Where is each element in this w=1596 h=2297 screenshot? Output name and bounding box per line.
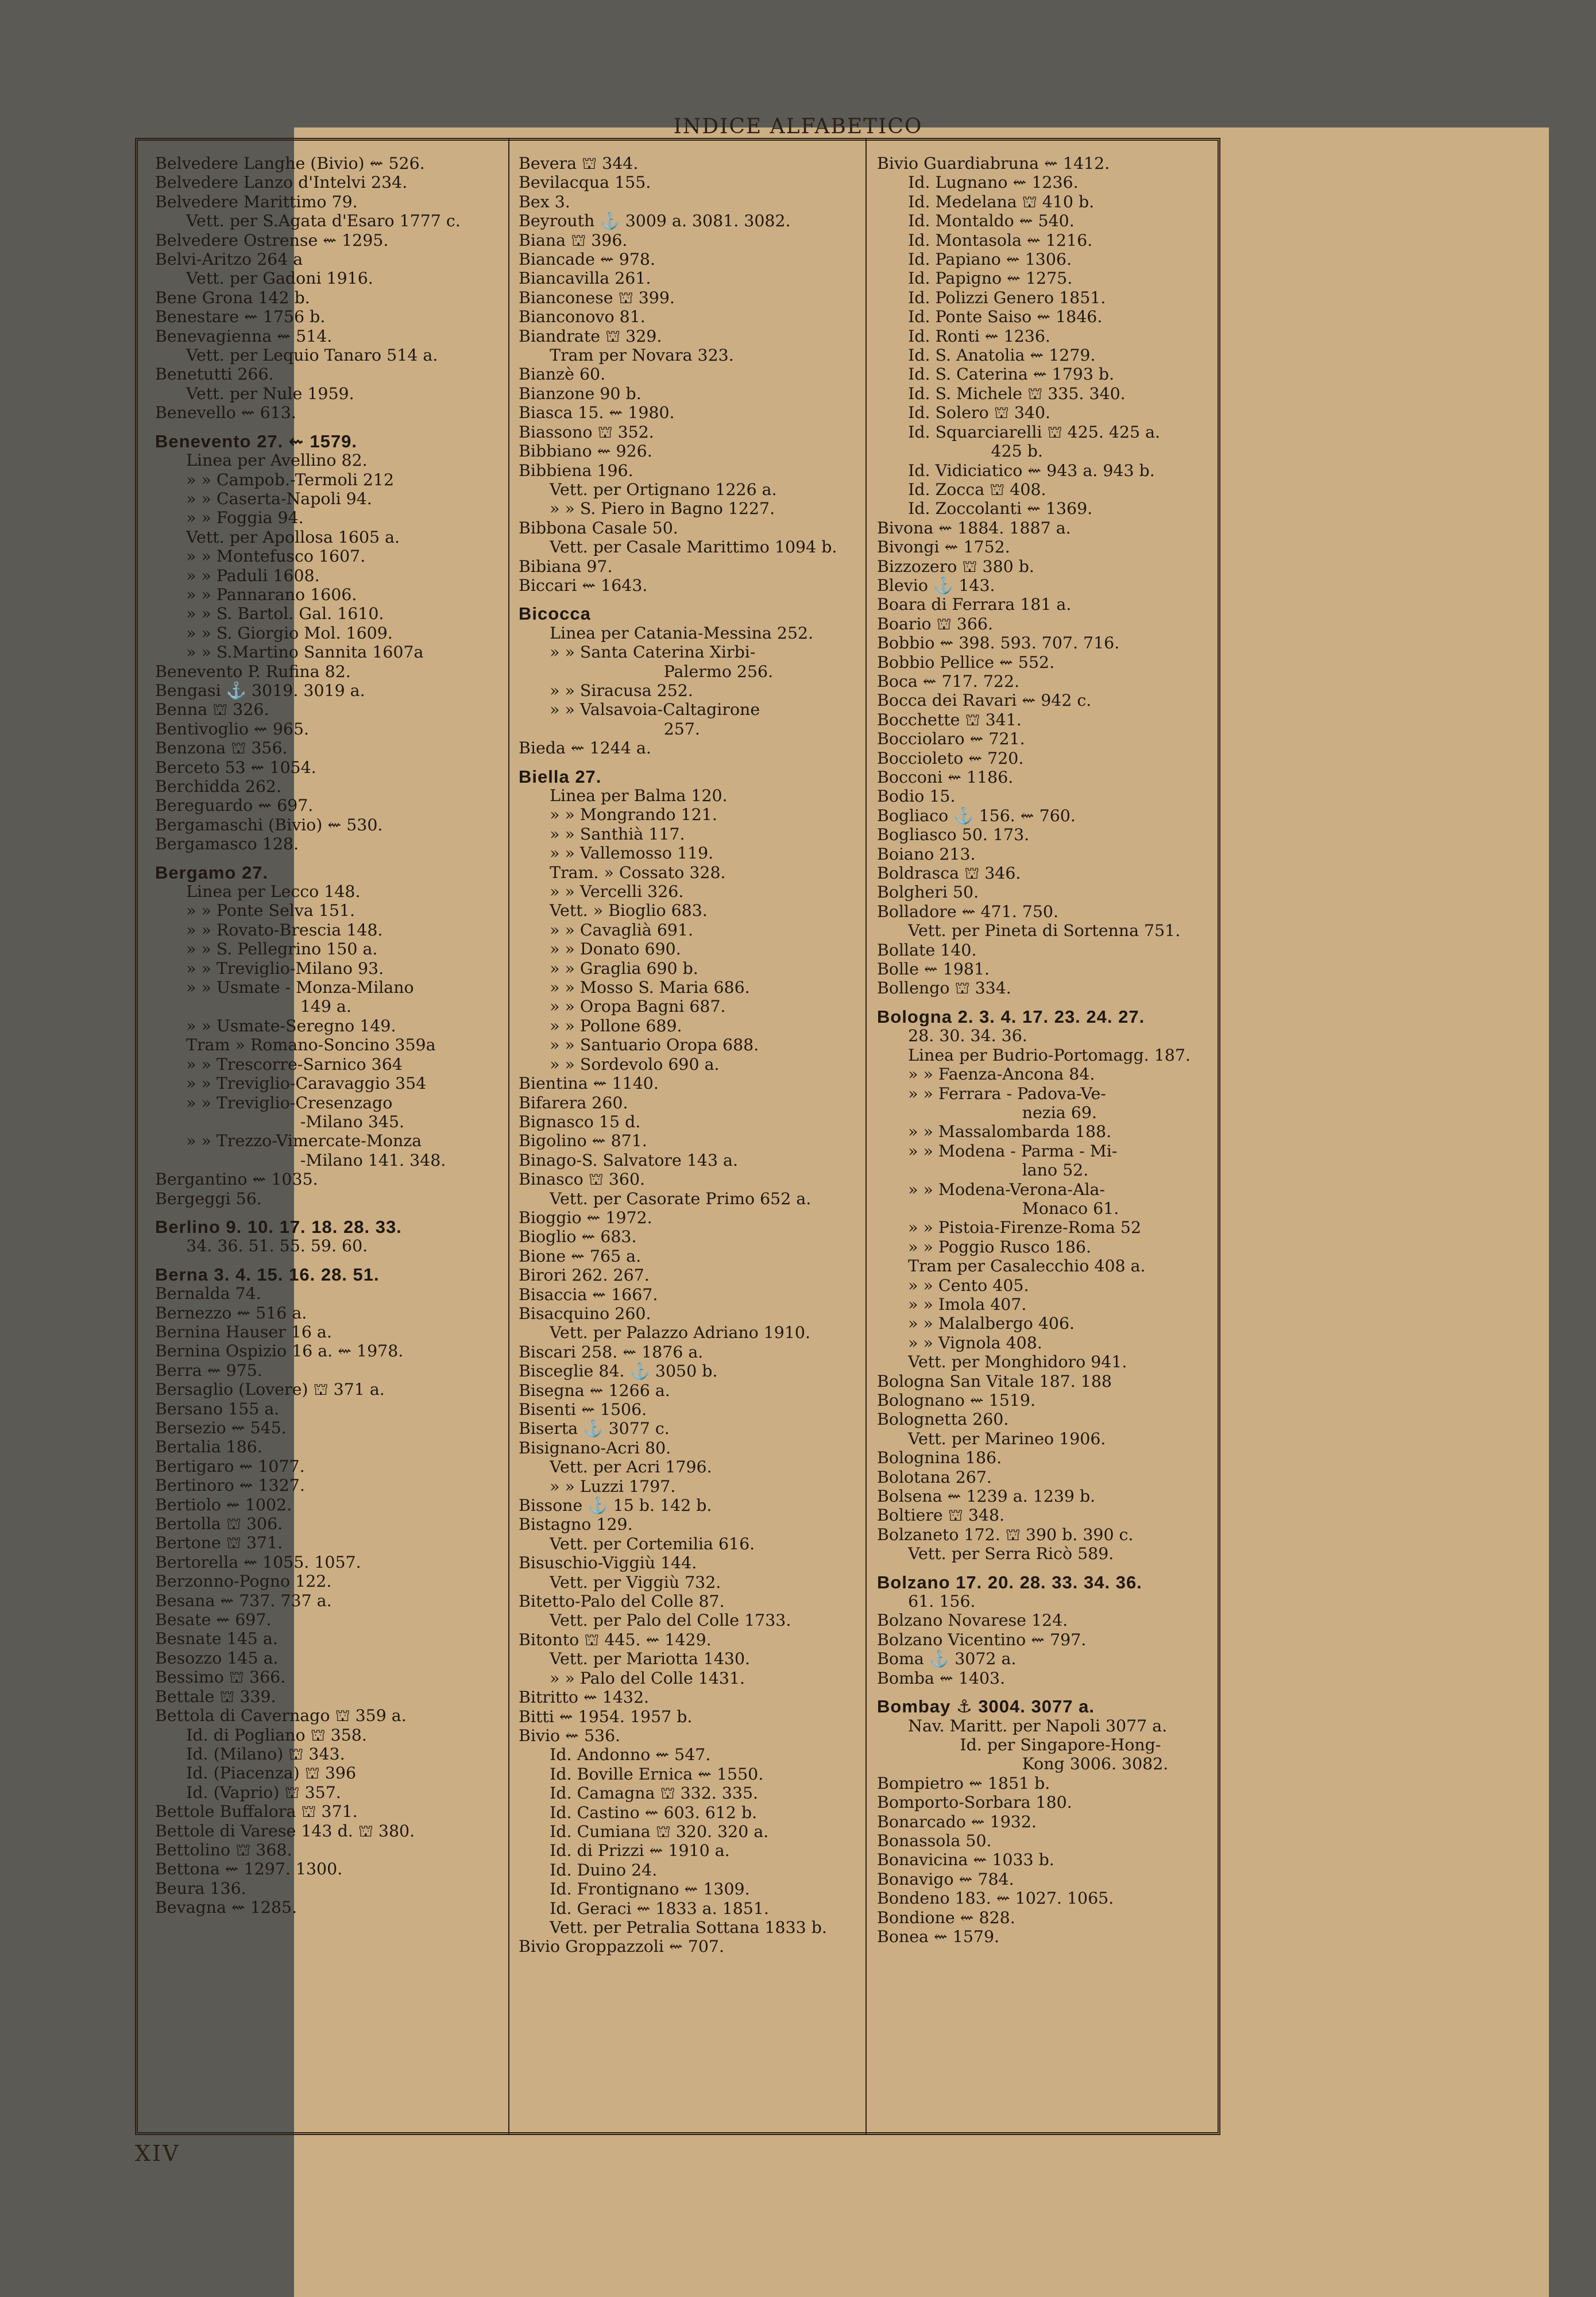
index-entry: » » Montefusco 1607.	[155, 547, 366, 566]
index-entry: Bertiolo ⇜ 1002.	[155, 1495, 292, 1514]
index-entry: » » Santhià 117.	[519, 824, 685, 844]
index-entry: Bene Grona 142 b.	[155, 288, 310, 307]
index-entry: Linea per Lecco 148.	[155, 882, 361, 902]
index-entry: » » Massalombarda 188.	[877, 1122, 1112, 1142]
index-entry: Bogliasco 50. 173.	[877, 825, 1030, 845]
index-entry: Bertinoro ⇜ 1327.	[155, 1476, 305, 1495]
index-entry: » » Santuario Oropa 688.	[519, 1035, 759, 1055]
index-entry: Vett. per Mariotta 1430.	[519, 1649, 751, 1669]
index-entry: Bolzano Novarese 124.	[877, 1611, 1068, 1630]
index-entry: Bettole Buffalora ⛫ 371.	[155, 1802, 358, 1822]
index-entry: Bisegna ⇜ 1266 a.	[519, 1380, 670, 1400]
index-entry: Vett. per Petralia Sottana 1833 b.	[519, 1917, 827, 1937]
index-entry: » » Trescorre-Sarnico 364	[155, 1054, 403, 1074]
index-entry: Bompietro ⇜ 1851 b.	[877, 1773, 1050, 1793]
index-entry: Bioggio ⇜ 1972.	[519, 1208, 652, 1227]
index-entry: Id. Geraci ⇜ 1833 a. 1851.	[519, 1898, 769, 1918]
index-entry: Vett. » Bioglio 683.	[519, 901, 708, 921]
index-entry: Bersano 155 a.	[155, 1399, 280, 1418]
index-entry: Benestare ⇜ 1756 b.	[155, 307, 326, 327]
index-entry: » » Treviglio-Cresenzago	[155, 1093, 393, 1112]
index-entry: Bitetto-Palo del Colle 87.	[519, 1592, 725, 1611]
index-entry: -Milano 345.	[155, 1112, 405, 1131]
index-entry: Bibbiena 196.	[519, 461, 633, 480]
index-entry: -Milano 141. 348.	[155, 1150, 446, 1170]
index-entry: Blevio ⚓ 143.	[877, 575, 995, 595]
index-entry: » » Pannarano 1606.	[155, 585, 357, 604]
index-entry: Vett. per Ortignano 1226 a.	[519, 479, 777, 499]
index-entry: Bevagna ⇜ 1285.	[155, 1898, 297, 1917]
index-entry: Bersaglio (Lovere) ⛫ 371 a.	[155, 1380, 385, 1399]
index-entry: » » Modena-Verona-Ala-	[877, 1180, 1106, 1199]
index-entry: Boccioleto ⇜ 720.	[877, 748, 1024, 768]
index-entry: Benevento P. Rufina 82.	[155, 662, 351, 681]
index-entry: Bivona ⇜ 1884. 1887 a.	[877, 518, 1071, 537]
index-entry: Id. Zocca ⛫ 408.	[877, 479, 1046, 499]
index-entry: Id. per Singapore-Hong-	[877, 1735, 1161, 1754]
index-entry: Id. Papiano ⇜ 1306.	[877, 250, 1072, 269]
index-entry: » » Paduli 1608.	[155, 566, 320, 585]
index-entry: Bonarcado ⇜ 1932.	[877, 1812, 1037, 1831]
index-entry: Id. Castino ⇜ 603. 612 b.	[519, 1803, 758, 1822]
index-entry: » » Campob.-Termoli 212	[155, 470, 395, 489]
index-entry: Bondione ⇜ 828.	[877, 1908, 1015, 1927]
index-entry: Bolotana 267.	[877, 1467, 992, 1487]
index-entry: Bianconese ⛫ 399.	[519, 288, 675, 307]
index-entry: Id. S. Caterina ⇜ 1793 b.	[877, 365, 1115, 384]
index-entry: Id. Montasola ⇜ 1216.	[877, 230, 1093, 250]
index-entry: Id. Solero ⛫ 340.	[877, 403, 1051, 423]
index-entry: Vett. per Cortemilia 616.	[519, 1534, 755, 1553]
index-entry: Id. Medelana ⛫ 410 b.	[877, 192, 1095, 211]
index-entry: Biscari 258. ⇜ 1876 a.	[519, 1342, 704, 1362]
index-entry: Kong 3006. 3082.	[877, 1754, 1169, 1774]
index-entry: Bocconi ⇜ 1186.	[877, 768, 1014, 787]
index-heading: Bombay ⚓ 3004. 3077 a.	[877, 1697, 1095, 1716]
index-entry: Bonavicina ⇜ 1033 b.	[877, 1850, 1054, 1870]
index-entry: Vett. per Lequio Tanaro 514 a.	[155, 346, 438, 365]
index-entry: Bevilacqua 155.	[519, 173, 651, 192]
index-entry: Tram per Casalecchio 408 a.	[877, 1256, 1146, 1276]
index-column-1	[155, 154, 500, 2124]
index-entry: Boltiere ⛫ 348.	[877, 1506, 1005, 1525]
index-entry: Bergamaschi (Bivio) ⇜ 530.	[155, 815, 383, 834]
index-entry: Id. di Pogliano ⛫ 358.	[155, 1725, 367, 1745]
index-entry: Bientina ⇜ 1140.	[519, 1074, 659, 1093]
index-entry: Vett. per Marineo 1906.	[877, 1429, 1106, 1448]
index-entry: Bibbona Casale 50.	[519, 518, 678, 537]
index-entry: Vett. per Palazzo Adriano 1910.	[519, 1323, 811, 1343]
index-entry: Tram per Novara 323.	[519, 346, 734, 365]
index-entry: Bondeno 183. ⇜ 1027. 1065.	[877, 1889, 1114, 1908]
index-entry: Bolognina 186.	[877, 1448, 1002, 1468]
index-entry: Besozzo 145 a.	[155, 1648, 279, 1668]
index-entry: 61. 156.	[877, 1592, 976, 1611]
index-entry: Bernalda 74.	[155, 1284, 261, 1304]
index-entry: Id. Ponte Saiso ⇜ 1846.	[877, 307, 1103, 327]
index-heading: Biella 27.	[519, 767, 602, 786]
index-entry: » » S. Giorgio Mol. 1609.	[155, 623, 393, 643]
index-heading: Benevento 27. ⇜ 1579.	[155, 431, 357, 451]
index-entry: Bertone ⛫ 371.	[155, 1533, 283, 1553]
index-entry: Bolzano Vicentino ⇜ 797.	[877, 1630, 1087, 1649]
index-entry: Id. Boville Ernica ⇜ 1550.	[519, 1764, 764, 1784]
index-entry: Birori 262. 267.	[519, 1266, 650, 1285]
index-entry: Beura 136.	[155, 1878, 246, 1898]
index-entry: Bollate 140.	[877, 940, 977, 960]
index-entry: » » Foggia 94.	[155, 508, 304, 528]
index-entry: Id. (Milano) ⛫ 343.	[155, 1744, 345, 1764]
index-entry: Bolgheri 50.	[877, 883, 979, 902]
index-entry: » » Ponte Selva 151.	[155, 901, 355, 921]
index-entry: Besana ⇜ 737. 737 a.	[155, 1591, 332, 1610]
index-entry: Vett. per Nule 1959.	[155, 384, 354, 403]
index-entry: » » Trezzo-Vimercate-Monza	[155, 1131, 422, 1151]
index-entry: Bolladore ⇜ 471. 750.	[877, 902, 1058, 921]
index-entry: Bergantino ⇜ 1035.	[155, 1170, 318, 1189]
index-entry: » » Mongrando 121.	[519, 805, 717, 825]
index-entry: Bocca dei Ravari ⇜ 942 c.	[877, 691, 1092, 710]
index-entry: Binago-S. Salvatore 143 a.	[519, 1150, 738, 1170]
index-entry: Id. S. Michele ⛫ 335. 340.	[877, 384, 1126, 403]
index-entry: Bitonto ⛫ 445. ⇜ 1429.	[519, 1630, 712, 1649]
index-entry: Bertalia 186.	[155, 1437, 262, 1457]
index-entry: Bettale ⛫ 339.	[155, 1687, 276, 1706]
index-entry: Bolzaneto 172. ⛫ 390 b. 390 c.	[877, 1525, 1134, 1544]
index-entry: Benevagienna ⇜ 514.	[155, 326, 333, 346]
index-entry: Benetutti 266.	[155, 365, 274, 384]
index-entry: Bergeggi 56.	[155, 1189, 262, 1208]
index-entry: Vett. per Gadoni 1916.	[155, 269, 373, 288]
index-entry: Bocchette ⛫ 341.	[877, 710, 1022, 729]
index-entry: Biasca 15. ⇜ 1980.	[519, 403, 675, 423]
index-entry: » » Pistoia-Firenze-Roma 52	[877, 1218, 1142, 1238]
index-entry: » » Cavaglià 691.	[519, 920, 694, 939]
index-entry: Bonea ⇜ 1579.	[877, 1927, 1000, 1946]
index-entry: Palermo 256.	[519, 662, 774, 681]
index-entry: » » S. Bartol. Gal. 1610.	[155, 604, 384, 624]
index-entry: » » Usmate - Monza-Milano	[155, 978, 414, 997]
index-entry: Id. Polizzi Genero 1851.	[877, 288, 1106, 307]
index-entry: Bisuschio-Viggiù 144.	[519, 1553, 697, 1573]
index-entry: Bistagno 129.	[519, 1515, 633, 1534]
index-entry: Id. (Vaprio) ⛫ 357.	[155, 1782, 341, 1802]
index-entry: Bitritto ⇜ 1432.	[519, 1688, 650, 1707]
index-entry: Bonassola 50.	[877, 1831, 992, 1850]
index-entry: Bigolino ⇜ 871.	[519, 1131, 647, 1151]
index-entry: Bisaccia ⇜ 1667.	[519, 1285, 658, 1304]
index-entry: Bifarera 260.	[519, 1093, 628, 1112]
index-entry: Bernezzo ⇜ 516 a.	[155, 1303, 307, 1322]
index-heading: Berlino 9. 10. 17. 18. 28. 33.	[155, 1217, 402, 1237]
index-entry: Belvi-Aritzo 264 a	[155, 250, 303, 269]
index-entry: Boario ⛫ 366.	[877, 614, 993, 633]
index-entry: Bernina Ospizio 16 a. ⇜ 1978.	[155, 1341, 404, 1361]
index-entry: Bivio ⇜ 536.	[519, 1726, 621, 1745]
index-entry: Tram » Romano-Soncino 359a	[155, 1035, 436, 1055]
index-entry: Bivongi ⇜ 1752.	[877, 537, 1010, 557]
column-divider	[865, 138, 867, 2135]
index-entry: Linea per Budrio-Portomagg. 187.	[877, 1045, 1191, 1065]
index-entry: Nav. Maritt. per Napoli 3077 a.	[877, 1716, 1168, 1735]
index-entry: 149 a.	[155, 997, 351, 1016]
index-entry: Bisceglie 84. ⚓ 3050 b.	[519, 1362, 718, 1381]
index-entry: Bentivoglio ⇜ 965.	[155, 719, 310, 738]
index-entry: Bettolino ⛫ 368.	[155, 1840, 292, 1859]
index-entry: » » Graglia 690 b.	[519, 958, 698, 978]
index-entry: Boara di Ferrara 181 a.	[877, 595, 1072, 614]
index-entry: Bobbio ⇜ 398. 593. 707. 716.	[877, 633, 1120, 653]
index-entry: » » Siracusa 252.	[519, 680, 693, 700]
index-entry: Id. Squarciarelli ⛫ 425. 425 a.	[877, 422, 1161, 442]
index-entry: Bertigaro ⇜ 1077.	[155, 1456, 305, 1476]
index-entry: Bex 3.	[519, 192, 570, 211]
index-entry: Biana ⛫ 396.	[519, 230, 628, 250]
index-entry: Berceto 53 ⇜ 1054.	[155, 757, 316, 777]
index-entry: Vett. per S.Agata d'Esaro 1777 c.	[155, 211, 461, 231]
column-divider	[508, 138, 509, 2135]
index-entry: Boca ⇜ 717. 722.	[877, 671, 1020, 691]
index-entry: Biserta ⚓ 3077 c.	[519, 1419, 670, 1438]
index-entry: » » S.Martino Sannita 1607a	[155, 643, 424, 662]
index-entry: Bessimo ⛫ 366.	[155, 1668, 286, 1687]
index-entry: Bisignano-Acri 80.	[519, 1438, 671, 1457]
index-column-3	[877, 154, 1216, 2124]
index-entry: Binasco ⛫ 360.	[519, 1170, 646, 1189]
index-entry: Biancade ⇜ 978.	[519, 250, 656, 269]
index-entry: Bizzozero ⛫ 380 b.	[877, 556, 1034, 576]
index-entry: Linea per Avellino 82.	[155, 451, 368, 470]
index-entry: Vett. per Apollosa 1605 a.	[155, 527, 400, 547]
index-entry: Bivio Guardiabruna ⇜ 1412.	[877, 154, 1110, 173]
index-heading: Bolzano 17. 20. 28. 33. 34. 36.	[877, 1572, 1142, 1592]
index-entry: Id. Lugnano ⇜ 1236.	[877, 173, 1079, 192]
index-entry: Benna ⛫ 326.	[155, 700, 269, 720]
index-entry: Benevello ⇜ 613.	[155, 403, 296, 423]
index-entry: Id. Papigno ⇜ 1275.	[877, 269, 1073, 288]
index-entry: Berra ⇜ 975.	[155, 1360, 262, 1380]
index-entry: Bivio Groppazzoli ⇜ 707.	[519, 1937, 725, 1956]
index-entry: » » S. Pellegrino 150 a.	[155, 939, 378, 959]
index-entry: » » Ferrara - Padova-Ve-	[877, 1084, 1106, 1103]
index-entry: Vett. per Casorate Primo 652 a.	[519, 1189, 811, 1208]
index-entry: » » Mosso S. Maria 686.	[519, 978, 750, 997]
index-entry: » » Donato 690.	[519, 939, 681, 959]
index-heading: Berna 3. 4. 15. 16. 28. 51.	[155, 1264, 380, 1285]
index-entry: Id. Montaldo ⇜ 540.	[877, 211, 1075, 231]
index-entry: Besate ⇜ 697.	[155, 1610, 272, 1630]
index-entry: Bolle ⇜ 1981.	[877, 960, 990, 979]
index-entry: » » Santa Caterina Xirbi-	[519, 643, 756, 662]
index-heading: Bergamo 27.	[155, 863, 269, 883]
index-entry: Belvedere Langhe (Bivio) ⇜ 526.	[155, 154, 425, 173]
index-entry: » » Caserta-Napoli 94.	[155, 489, 372, 508]
index-entry: Biassono ⛫ 352.	[519, 422, 654, 442]
index-entry: Bodio 15.	[877, 787, 956, 806]
index-entry: Bissone ⚓ 15 b. 142 b.	[519, 1496, 712, 1515]
index-entry: Bolsena ⇜ 1239 a. 1239 b.	[877, 1487, 1096, 1506]
index-entry: Bisenti ⇜ 1506.	[519, 1400, 647, 1419]
index-entry: Vett. per Viggiù 732.	[519, 1572, 721, 1592]
index-entry: Bevera ⛫ 344.	[519, 154, 639, 173]
index-entry: Bollengo ⛫ 334.	[877, 979, 1011, 998]
index-entry: » » Vercelli 326.	[519, 882, 684, 902]
index-entry: » » Vallemosso 119.	[519, 844, 714, 863]
index-entry: Id. di Prizzi ⇜ 1910 a.	[519, 1841, 730, 1861]
index-entry: » » Valsavoia-Caltagirone	[519, 700, 760, 720]
index-entry: Bignasco 15 d.	[519, 1112, 641, 1131]
index-entry: » » Palo del Colle 1431.	[519, 1668, 745, 1688]
index-entry: Belvedere Lanzo d'Intelvi 234.	[155, 173, 408, 192]
index-entry: » » Pollone 689.	[519, 1016, 682, 1035]
index-entry: Bibiana 97.	[519, 556, 613, 576]
index-entry: Bioglio ⇜ 683.	[519, 1227, 637, 1247]
index-entry: Id. Duino 24.	[519, 1860, 658, 1880]
index-entry: 425 b.	[877, 442, 1043, 461]
index-entry: Boma ⚓ 3072 a.	[877, 1649, 1017, 1669]
index-entry: Berzonno-Pogno 122.	[155, 1572, 332, 1591]
index-entry: Monaco 61.	[877, 1198, 1119, 1218]
index-entry: Vett. per Monghidoro 941.	[877, 1352, 1127, 1372]
page-header: INDICE ALFABETICO	[673, 115, 923, 138]
index-entry: Bettola di Cavernago ⛫ 359 a.	[155, 1706, 407, 1726]
index-entry: » » Modena - Parma - Mi-	[877, 1141, 1118, 1161]
index-entry: Bolognano ⇜ 1519.	[877, 1391, 1036, 1410]
index-heading: Bologna 2. 3. 4. 17. 23. 24. 27.	[877, 1007, 1145, 1027]
index-entry: Bettona ⇜ 1297. 1300.	[155, 1859, 343, 1879]
index-entry: » » Imola 407.	[877, 1294, 1027, 1314]
index-entry: Bocciolaro ⇜ 721.	[877, 729, 1025, 749]
index-entry: Bergamasco 128.	[155, 834, 299, 854]
index-entry: Id. Andonno ⇜ 547.	[519, 1745, 711, 1765]
index-entry: Biandrate ⛫ 329.	[519, 326, 662, 346]
index-entry: Biancavilla 261.	[519, 269, 651, 288]
index-entry: lano 52.	[877, 1161, 1089, 1180]
index-entry: Belvedere Ostrense ⇜ 1295.	[155, 230, 389, 250]
index-entry: Id. S. Anatolia ⇜ 1279.	[877, 346, 1096, 365]
index-entry: » » Faenza-Ancona 84.	[877, 1065, 1095, 1084]
index-entry: » » Cento 405.	[877, 1275, 1029, 1295]
index-entry: Biccari ⇜ 1643.	[519, 575, 648, 595]
index-entry: » » Luzzi 1797.	[519, 1476, 676, 1496]
index-entry: Id. Ronti ⇜ 1236.	[877, 326, 1050, 346]
index-entry: » » Treviglio-Milano 93.	[155, 958, 384, 978]
index-entry: Bernina Hauser 16 a.	[155, 1322, 332, 1341]
index-entry: Bianzone 90 b.	[519, 384, 642, 403]
index-entry: » » Vignola 408.	[877, 1333, 1042, 1352]
index-entry: Linea per Balma 120.	[519, 786, 728, 805]
index-entry: Berchidda 262.	[155, 777, 282, 796]
index-entry: 34. 36. 51. 55. 59. 60.	[155, 1236, 368, 1256]
index-entry: Id. Cumiana ⛫ 320. 320 a.	[519, 1822, 769, 1841]
index-entry: » » Malalbergo 406.	[877, 1314, 1075, 1333]
index-entry: Bonavigo ⇜ 784.	[877, 1869, 1014, 1889]
index-entry: Bianzè 60.	[519, 365, 606, 384]
index-entry: » » Usmate-Seregno 149.	[155, 1016, 396, 1035]
index-entry: Bettole di Varese 143 d. ⛫ 380.	[155, 1821, 415, 1840]
index-entry: Bogliaco ⚓ 156. ⇜ 760.	[877, 806, 1076, 825]
index-entry: » » Sordevolo 690 a.	[519, 1054, 720, 1074]
index-entry: Bisacquino 260.	[519, 1304, 651, 1323]
index-entry: Bolognetta 260.	[877, 1410, 1009, 1429]
index-entry: Besnate 145 a.	[155, 1629, 278, 1649]
index-entry: Vett. per Pineta di Sortenna 751.	[877, 921, 1181, 941]
index-entry: Boiano 213.	[877, 844, 976, 864]
index-entry: » » Treviglio-Caravaggio 354	[155, 1074, 427, 1093]
index-entry: Beyrouth ⚓ 3009 a. 3081. 3082.	[519, 211, 791, 231]
index-entry: Bomporto-Sorbara 180.	[877, 1793, 1072, 1812]
index-entry: Bibbiano ⇜ 926.	[519, 442, 652, 461]
index-entry: Bereguardo ⇜ 697.	[155, 796, 314, 815]
index-entry: Bione ⇜ 765 a.	[519, 1246, 642, 1266]
index-entry: Linea per Catania-Messina 252.	[519, 623, 814, 643]
index-entry: nezia 69.	[877, 1103, 1097, 1122]
index-entry: Id. Camagna ⛫ 332. 335.	[519, 1784, 759, 1803]
index-entry: Id. Zoccolanti ⇜ 1369.	[877, 499, 1093, 519]
index-entry: Bersezio ⇜ 545.	[155, 1418, 287, 1437]
index-entry: Tram. » Cossato 328.	[519, 863, 726, 882]
index-entry: » » Oropa Bagni 687.	[519, 997, 726, 1016]
index-entry: Bengasi ⚓ 3019. 3019 a.	[155, 680, 365, 700]
index-entry: Bitti ⇜ 1954. 1957 b.	[519, 1707, 693, 1726]
index-entry: Id. Frontignano ⇜ 1309.	[519, 1880, 750, 1899]
index-entry: Bertorella ⇜ 1055. 1057.	[155, 1552, 361, 1572]
index-entry: Vett. per Casale Marittimo 1094 b.	[519, 537, 837, 557]
index-entry: Boldrasca ⛫ 346.	[877, 864, 1021, 883]
index-entry: » » Poggio Rusco 186.	[877, 1237, 1091, 1256]
index-heading: Bicocca	[519, 604, 591, 624]
index-entry: Vett. per Acri 1796.	[519, 1457, 712, 1477]
index-entry: Benzona ⛫ 356.	[155, 738, 288, 758]
index-entry: 28. 30. 34. 36.	[877, 1026, 1027, 1046]
index-entry: Bobbio Pellice ⇜ 552.	[877, 652, 1055, 672]
index-entry: 257.	[519, 719, 700, 738]
index-entry: Vett. per Palo del Colle 1733.	[519, 1611, 791, 1630]
index-entry: Bomba ⇜ 1403.	[877, 1668, 1006, 1688]
index-entry: Bologna San Vitale 187. 188	[877, 1371, 1112, 1391]
index-entry: Id. (Piacenza) ⛫ 396	[155, 1764, 357, 1783]
index-entry: » » S. Piero in Bagno 1227.	[519, 499, 775, 519]
page-number: XIV	[135, 2141, 180, 2166]
index-entry: Belvedere Marittimo 79.	[155, 192, 358, 211]
index-entry: » » Rovato-Brescia 148.	[155, 920, 383, 939]
index-entry: Bianconovo 81.	[519, 307, 646, 327]
index-entry: Bieda ⇜ 1244 a.	[519, 738, 651, 758]
index-entry: Bertolla ⛫ 306.	[155, 1514, 283, 1534]
index-entry: Vett. per Serra Ricò 589.	[877, 1544, 1114, 1564]
index-column-2	[519, 154, 863, 2124]
index-entry: Id. Vidiciatico ⇜ 943 a. 943 b.	[877, 461, 1155, 480]
